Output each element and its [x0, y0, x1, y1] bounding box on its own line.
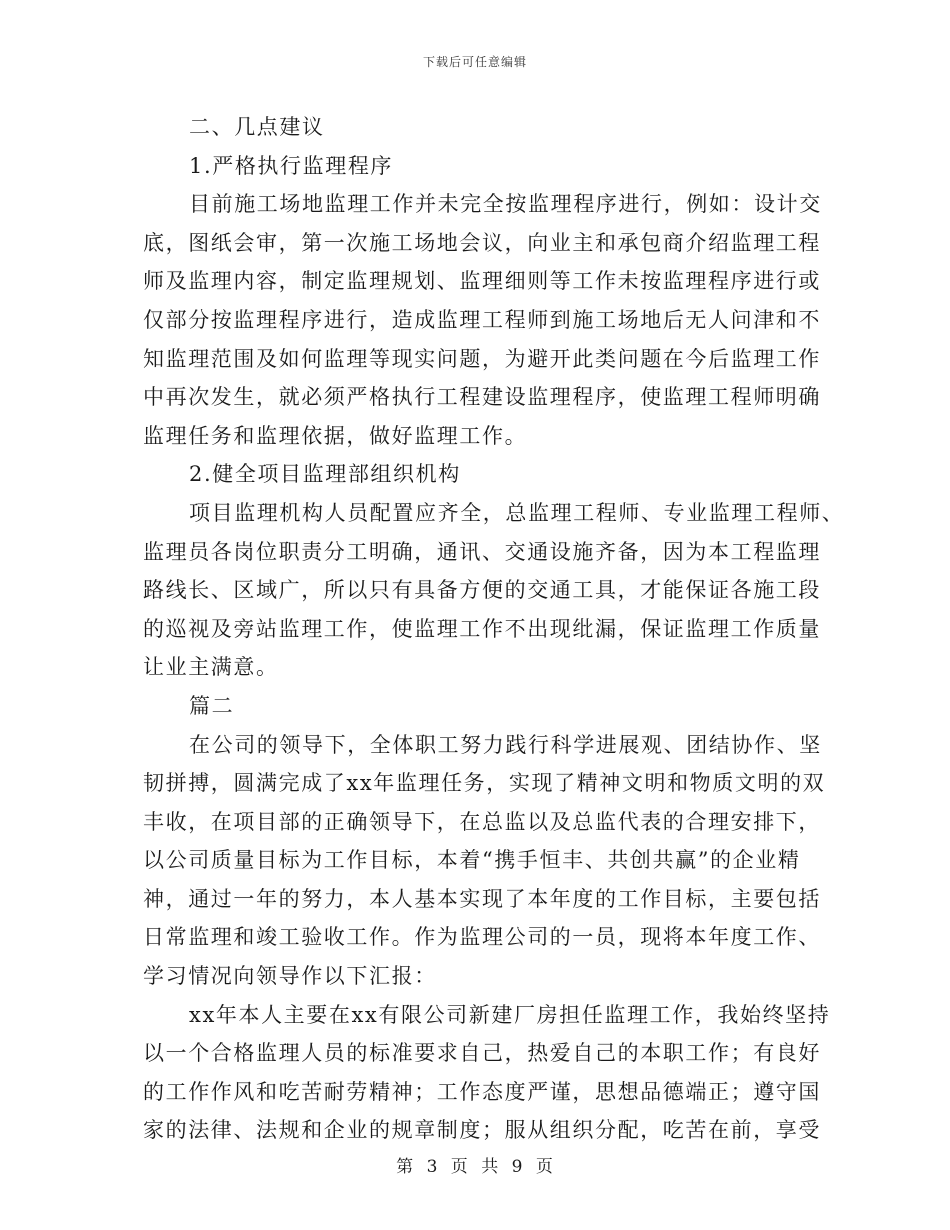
paragraph-line: 篇二	[189, 693, 235, 718]
paragraph-line: 路线长、区域广，所以只有具备方便的交通工具，才能保证各施工段	[143, 578, 821, 603]
paragraph-line: 1.严格执行监理程序	[189, 153, 394, 178]
paragraph-line: 2.健全项目监理部组织机构	[189, 462, 461, 487]
paragraph-line: 师及监理内容，制定监理规划、监理细则等工作未按监理程序进行或	[143, 269, 821, 294]
paragraph-line: 日常监理和竣工验收工作。作为监理公司的一员，现将本年度工作、	[143, 925, 821, 950]
paragraph-line: 以一个合格监理人员的标准要求自己，热爱自己的本职工作；有良好	[143, 1041, 821, 1066]
paragraph-line: 项目监理机构人员配置应齐全，总监理工程师、专业监理工程师、	[189, 500, 845, 525]
paragraph-line: 知监理范围及如何监理等现实问题，为避开此类问题在今后监理工作	[143, 346, 821, 371]
paragraph-line: 中再次发生，就必须严格执行工程建设监理程序，使监理工程师明确	[143, 385, 821, 410]
paragraph-line: xx年本人主要在xx有限公司新建厂房担任监理工作，我始终坚持	[189, 1002, 831, 1027]
paragraph-line: 学习情况向领导作以下汇报：	[143, 964, 437, 989]
paragraph-line: 底，图纸会审，第一次施工场地会议，向业主和承包商介绍监理工程	[143, 230, 821, 255]
paragraph-line: 监理任务和监理依据，做好监理工作。	[143, 423, 528, 448]
paragraph-line: 监理员各岗位职责分工明确，通讯、交通设施齐备，因为本工程监理	[143, 539, 821, 564]
paragraph-line: 神，通过一年的努力，本人基本实现了本年度的工作目标，主要包括	[143, 886, 821, 911]
paragraph-line: 的工作作风和吃苦耐劳精神；工作态度严谨，思想品德端正；遵守国	[143, 1079, 821, 1104]
paragraph-line: 仅部分按监理程序进行，造成监理工程师到施工场地后无人问津和不	[143, 307, 821, 332]
paragraph-line: 韧拼搏，圆满完成了xx年监理任务，实现了精神文明和物质文明的双	[143, 771, 826, 796]
document-body	[143, 108, 845, 1150]
page-header-note: 下载后可任意编辑	[422, 55, 527, 69]
paragraph-line: 的巡视及旁站监理工作，使监理工作不出现纰漏，保证监理工作质量	[143, 616, 821, 641]
paragraph-line: 丰收，在项目部的正确领导下，在总监以及总监代表的合理安排下，	[143, 809, 821, 834]
paragraph-line: 目前施工场地监理工作并未完全按监理程序进行，例如：设计交	[189, 192, 822, 217]
paragraph-line: 家的法律、法规和企业的规章制度；服从组织分配，吃苦在前，享受	[143, 1118, 821, 1143]
paragraph-line: 以公司质量目标为工作目标，本着“携手恒丰、共创共赢”的企业精	[143, 848, 801, 873]
page-number-footer: 第 3 页 共 9 页	[396, 1157, 554, 1177]
paragraph-line: 二、几点建议	[189, 115, 325, 139]
paragraph-line: 让业主满意。	[143, 655, 279, 680]
paragraph-line: 在公司的领导下，全体职工努力践行科学进展观、团结协作、坚	[189, 732, 822, 757]
